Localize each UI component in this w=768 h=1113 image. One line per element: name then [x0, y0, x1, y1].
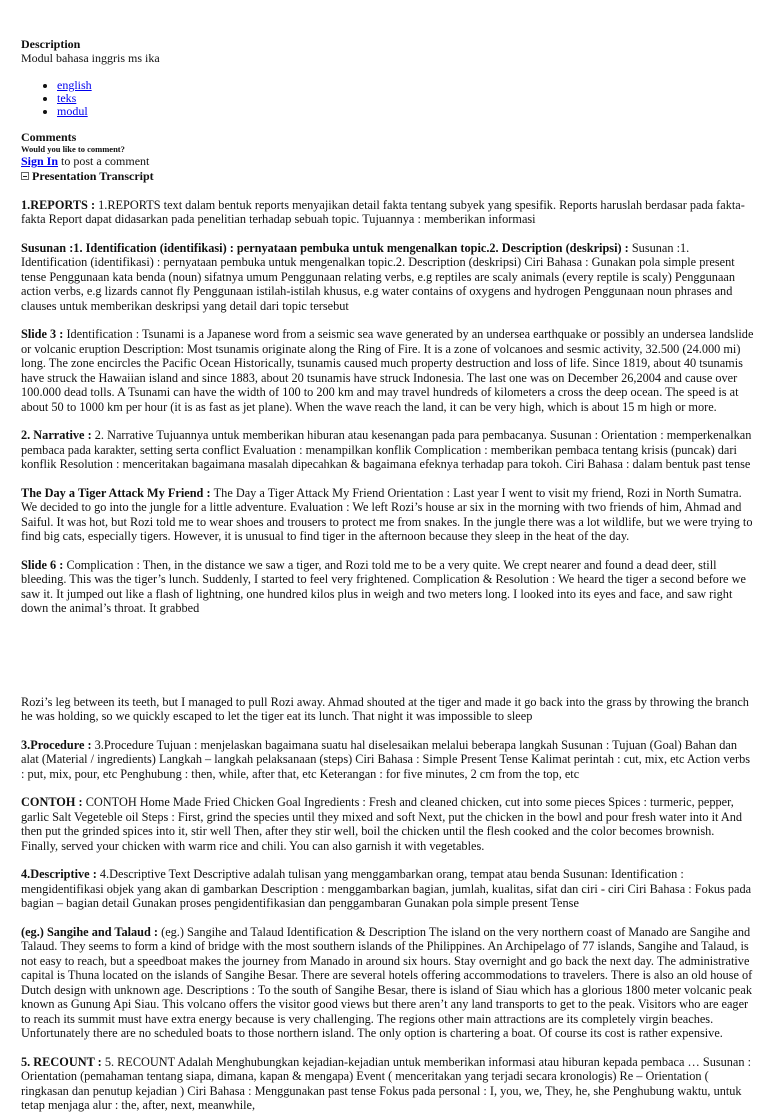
- collapse-icon[interactable]: [21, 172, 29, 180]
- sign-in-line: [21, 154, 754, 168]
- slide-text: The Day a Tiger Attack My Friend Orientation : Last year I went to visit my friend, Rozi in North Sumatra. We decided to go into the jungle for a little adventure. Evaluation : We left Rozi’s house ar six in the morning with two friends of him, Ahmad and Saiful. It was hot, but Rozi told me to wear shoes and trousers to protect me from snakes. In the jungle there was a lot wildlife, but we were trying to find big cats, especially tigers. However, it is unusual to find tiger in the afternoon because they sleep in the heat of the day.: [21, 485, 753, 544]
- tag-item: [57, 105, 754, 118]
- comments-heading: Comments: [21, 130, 77, 145]
- slide-text: 1.REPORTS text dalam bentuk reports menyajikan detail fakta tentang subyek yang spesifik. Reports haruslah berdasar pada fakta-fakta Report dapat didasarkan pada penelitian terhadap sebuah topic. Tujuannya : memberikan informasi: [21, 197, 745, 227]
- slide-text: 2. Narrative Tujuannya untuk memberikan hiburan atau kesenangan pada para pembacanya. Susunan : Orientation : memperkenalkan pembaca pada karakter, setting serta conflict Evaluation : menampilkan konflik Complication : memberikan pembaca tentang krisis (puncak) dari konflik Resolution : menceritakan bagaimana masalah dipecahkan & bagaimana efeknya terhadap para tokoh. Ciri Bahasa : dalam bentuk past tense: [21, 428, 752, 472]
- transcript-paragraph: [21, 925, 754, 1041]
- transcript-paragraph: [21, 795, 754, 853]
- transcript-paragraph: [21, 1055, 754, 1113]
- tag-link-english[interactable]: english: [57, 78, 92, 93]
- slide-title: CONTOH :: [21, 795, 86, 810]
- transcript-section-before: [21, 198, 754, 616]
- transcript-paragraph: [21, 558, 754, 616]
- comment-prompt: Would you like to comment?: [21, 144, 125, 155]
- slide-title: 1.REPORTS :: [21, 197, 99, 212]
- slide-text: 5. RECOUNT Adalah Menghubungkan kejadian-kejadian untuk memberikan informasi atau hiburan kepada pembaca … Susunan : Orientation (pemahaman tentang siapa, dimana, kapan & mengapa) Event ( menceritakan yang terjadi secara kronologis) Re – Orientation ( ringkasan dan penutup kejadian ) Ciri Bahasa : Menggunakan past tense Fokus pada personal : I, you, we, They, he, she Penghubung waktu, untuk tetap menjaga alur : the, after, next, meanwhile,: [21, 1054, 752, 1113]
- slide-title: (eg.) Sangihe and Talaud :: [21, 924, 162, 939]
- slide-title: 4.Descriptive :: [21, 867, 100, 882]
- transcript-section-after: [21, 738, 754, 1113]
- slide-text: 4.Descriptive Text Descriptive adalah tulisan yang menggambarkan orang, tempat atau benda Susunan: Identification : mengidentifikasi objek yang akan di gambarkan Description : menggambarkan bagian, jumlah, kualitas, sifat dan ciri - ciri Ciri Bahasa : Fokus pada bagian – bagian detail Gunakan proses pengidentifikasian dan penggambaran Gunakan pola simple present Tense: [21, 867, 752, 911]
- description-text: Modul bahasa inggris ms ika: [21, 51, 160, 66]
- tag-item: [57, 92, 754, 105]
- transcript-paragraph: [21, 241, 754, 314]
- description-heading: Description: [21, 37, 81, 51]
- tag-link-teks[interactable]: teks: [57, 91, 77, 106]
- transcript-heading: Presentation Transcript: [32, 168, 154, 183]
- transcript-continuation: Rozi’s leg between its teeth, but I managed to pull Rozi away. Ahmad shouted at the tiger and made it go back into the grass by throwing the branch he was holding, so we quickly escaped to let the tiger eat its lunch. That night it was impossible to sleep: [21, 694, 749, 724]
- slide-title: Slide 3 :: [21, 327, 67, 342]
- slide-title: 5. RECOUNT :: [21, 1054, 105, 1069]
- transcript-paragraph: [21, 198, 754, 227]
- transcript-paragraph: [21, 428, 754, 472]
- slide-title: Slide 6 :: [21, 557, 67, 572]
- page-break-gap: [21, 630, 754, 695]
- transcript-paragraph: [21, 486, 754, 544]
- transcript-body: [21, 198, 754, 1113]
- slide-title: The Day a Tiger Attack My Friend :: [21, 485, 214, 500]
- slide-title: 2. Narrative :: [21, 428, 95, 443]
- slide-text: 3.Procedure Tujuan : menjelaskan bagaimana suatu hal diselesaikan melalui beberapa langkah Susunan : Tujuan (Goal) Bahan dan alat (Material / ingredients) Langkah – langkah pelaksanaan (steps) Ciri Bahasa : Simple Present Tense Kalimat perintah : cut, mix, etc Action verbs : put, mix, pour, etc Penghubung : then, while, after that, etc Keterangan : for five minutes, 2 cm from the top, etc: [21, 737, 750, 781]
- slide-text: Complication : Then, in the distance we saw a tiger, and Rozi told me to be a very quite. We crept nearer and found a dead deer, still bleeding. This was the tiger’s lunch. Suddenly, I started to feel very frightened. Complication & Resolution : We heard the tiger a second before we saw it. It jumped out like a flash of lightning, one hundred kilos plus in weigh and two meters long. I looked into its eyes and face, and saw right down the animal’s throat. It grabbed: [21, 557, 746, 616]
- slide-title: 3.Procedure :: [21, 737, 95, 752]
- transcript-paragraph: [21, 867, 754, 911]
- slide-text: Identification : Tsunami is a Japanese word from a seismic sea wave generated by an undersea earthquake or possibly an undersea landslide or volcanic eruption Description: Most tsunamis originate along the Ring of Fire. It is a zone of volcanoes and sesmic activity, 32.500 (24.000 mi) long. The zone encircles the Pacific Ocean Historically, tsunamis caused much property destruction and loss of life. Since 1819, about 40 tsunamis have struck the Hawaiian island and since 1883, about 20 tsunamis have struck Indonesia. The last one was on December 26,2004 and cause over 100.000 dead tolls. A Tsunami can have the width of 100 to 200 km and may travel hundreds of kilometers a cross the deep ocean. The speed is at about 50 to 1000 km per hour (it is as fast as jet plane). When the wave reach the land, it can be very high, which is about 15 m high or more.: [21, 327, 754, 414]
- sign-in-link[interactable]: Sign In: [21, 154, 59, 169]
- transcript-paragraph: [21, 327, 754, 414]
- slide-text: (eg.) Sangihe and Talaud Identification & Description The island on the very northern coast of Manado are Sangihe and Talaud. They seems to form a kind of bridge with the most southern islands of the Philippines. An Archipelago of 77 islands, Sangihe and Talaud, is not easy to reach, but a speedboat makes the journey from Manado in around six hours. Stay overnight and go back the next day. The administrative capital is Thuna located on the islands of Sangihe Besar. There are several hotels offering accommodations to travelers. There is also an old house of Dutch design with unknown age. Descriptions : To the south of Sangihe Besar, there is island of Siau which has a glorious 1800 meter volcanic peak known as Gunung Api Siau. This volcano offers the visitor good views but there aren’t any land transports to get to the peak. Visitors who are eager to reach its summit must have extra energy because is very challenging. The regions other main attractions are its completely virgin beaches. Unfortunately there are no scheduled boats to those northern island. The only option is chartering a boat. Of course its cost is rather expensive.: [21, 924, 753, 1041]
- page: [0, 37, 768, 1113]
- slide-title: Susunan :1. Identification (identifikasi) : pernyataan pembuka untuk mengenalkan topic.2. Description (deskripsi) :: [21, 240, 632, 255]
- transcript-toggle[interactable]: [21, 169, 754, 183]
- tag-item: [57, 79, 754, 92]
- tag-link-modul[interactable]: modul: [57, 104, 88, 119]
- sign-in-suffix: to post a comment: [58, 154, 150, 169]
- transcript-paragraph: [21, 738, 754, 782]
- tag-list: [21, 79, 754, 118]
- slide-text: Susunan :1. Identification (identifikasi) : pernyataan pembuka untuk mengenalkan topic.2. Description (deskripsi) Ciri Bahasa : Gunakan pola simple present tense Penggunaan kata benda (noun) sifatnya umum Penggunaan relating verbs, e.g reptiles are scaly animals (every reptile is scaly) Penggunaan action verbs, e.g lizards cannot fly Penggunaan istilah-istilah khusus, e.g water contains of oxygens and hydrogen Penggunaan noun phrases and clauses untuk memberikan deskripsi yang detail dari topic tersebut: [21, 240, 736, 313]
- slide-text: CONTOH Home Made Fried Chicken Goal Ingredients : Fresh and cleaned chicken, cut into some pieces Spices : turmeric, pepper, garlic Salt Vegeteble oil Steps : First, grind the species until they mixed and soft Next, put the chicken in the bowl and pour fresh water into it And then put the grinded spices into it, stir well Then, after they stir well, boil the chicken until the flesh cooked and the color becomes brownish. Finally, served your chicken with warm rice and chili. You can also garnish it with vegetables.: [21, 795, 743, 853]
